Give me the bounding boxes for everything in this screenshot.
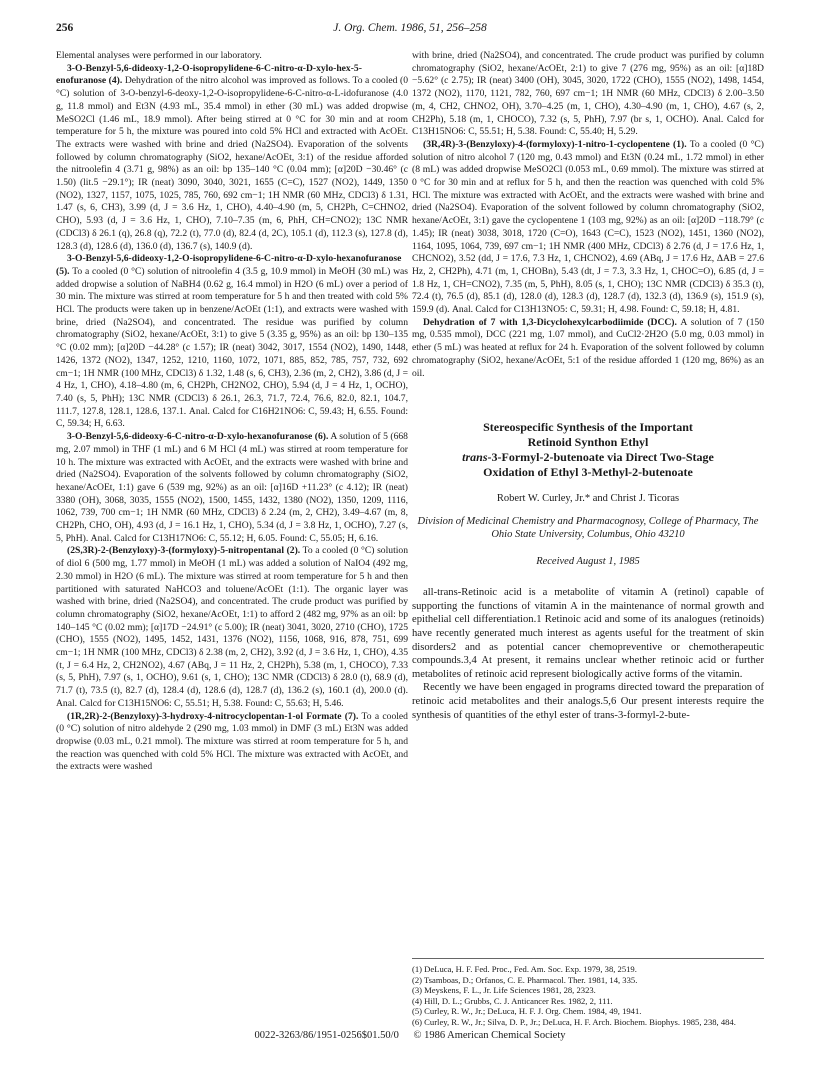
section-continued: with brine, dried (Na2SO4), and concentrated. The crude product was purified by column chromatography (SiO2, hexane/AcOEt, 2:1) to give 7 (276 mg, 95%) as an oil: [α]18D −5.62° (c 2.75); IR (neat) 3400 (OH), 3045, 3020, 1722 (CHO), 1555 (NO2), 1498, 1454, 1372 (NO2), 1170, 1121, 782, 760, 697 cm−1; 1H NMR (60 MHz, CDCl3) δ 2.00–3.50 (m, 4, CH2, CHNO2, OH), 3.70–4.25 (m, 1, CHO), 4.30–4.90 (m, 1, CHO), 4.67 (s, 2, CH2Ph), 5.18 (m, 1, CHOCO), 7.32 (s, 5, PhH), 7.97 (br s, 1, OCHO). Anal. Calcd for C13H15NO6: C, 55.51; H, 5.38. Found: C, 55.40; H, 5.29. (412, 50, 764, 138)
references-list (412, 958, 764, 1028)
section-compound-5 (56, 253, 408, 431)
section-text: To a cooled (0 °C) solution of nitroolefin 4 (3.5 g, 10.9 mmol) in MeOH (30 mL) was added dropwise a solution of NaBH4 (0.62 g, 16.4 mmol) in H2O (6 mL) over a period of 30 min. The mixture was stirred at room temperature for 5 h and then treated with cold 5% HCl. The products were taken up in benzene/AcOEt (1:1), and extracts were washed with brine, dried (Na2SO4), and concentrated. The residue was purified by column chromatography (SiO2, hexane/AcOEt, 3:1) to give 5 (3.35 g, 95%) as an oil: bp 130–135 °C (0.02 mm); [α]20D −44.28° (c 1.57); IR (neat) 3042, 3017, 1554 (NO2), 1490, 1448, 1426, 1372 (NO2), 1347, 1252, 1210, 1160, 1072, 1071, 885, 852, 785, 757, 732, 692 cm−1; 1H NMR (100 MHz, CDCl3) δ 1.32, 1.48 (s, 6, CH3), 2.36 (m, 2, CH2), 3.86 (d, J = 4 Hz, 1, CHO), 4.18–4.80 (m, 6, CH2Ph, CH2NO2, CHO), 5.94 (d, J = 4 Hz, 1, OCHO), 7.40 (s, 5, PhH); 13C NMR (CDCl3) δ 26.1, 26.3, 71.7, 72.4, 76.6, 82.0, 82.1, 104.7, 111.7, 127.8, 128.1, 128.6, 137.1. Anal. Calcd for C16H21NO6: C, 59.43; H, 6.55. Found: C, 59.34; H, 6.63. (56, 265, 408, 430)
running-header (56, 22, 764, 40)
article-received-date: Received August 1, 1985 (536, 556, 640, 568)
article-authors: Robert W. Curley, Jr.* and Christ J. Ticoras (496, 493, 680, 505)
footer-copyright: © 1986 American Chemical Society (413, 1030, 566, 1041)
journal-citation: J. Org. Chem. 1986, 51, 256–258 (333, 22, 487, 34)
section-heading: (1R,2R)-2-(Benzyloxy)-3-hydroxy-4-nitrocyclopentan-1-ol Formate (7). (67, 710, 359, 722)
article-affiliation: Division of Medicinal Chemistry and Pharmacognosy, College of Pharmacy, The Ohio State University, Columbus, Ohio 43210 (417, 516, 759, 541)
page-number: 256 (56, 22, 74, 34)
section-compound-2 (56, 545, 408, 710)
reference-item: (4) Hill, D. L.; Grubbs, C. J. Anticancer Res. 1982, 2, 111. (412, 995, 613, 1006)
article-introduction (412, 586, 764, 722)
page-footer (56, 1030, 764, 1041)
section-dcc (412, 317, 764, 381)
reference-item: (5) Curley, R. W., Jr.; DeLuca, H. F. J. Org. Chem. 1984, 49, 1941. (412, 1006, 642, 1017)
left-column (56, 50, 408, 774)
section-compound-6 (56, 431, 408, 545)
section-text: A solution of 7 (150 mg, 0.535 mmol), DCC (221 mg, 1.07 mmol), and CuCl2·2H2O (5.0 mg, 0.03 mmol) in ether (5 mL) was heated at reflux for 24 h. Evaporation of the solvent followed by column chromatography (SiO2, hexane/AcOEt, 5:1 of the residue afforded 1 (120 mg, 86%) as an oil. (412, 316, 764, 379)
section-heading: 3-O-Benzyl-5,6-dideoxy-6-C-nitro-α-D-xylo-hexanofuranose (6). (67, 431, 329, 443)
section-text: To a cooled (0 °C) solution of nitro alcohol 7 (120 mg, 0.43 mmol) and Et3N (0.24 mL, 1.72 mmol) in ether (8 mL) was added dropwise MeSO2Cl (0.053 mL, 0.69 mmol). The mixture was stirred at 0 °C for 30 min and at reflux for 5 h, and then the reaction was quenched with cold 5% HCl. The mixture was extracted with AcOEt, and the extracts were washed with brine and dried (Na2SO4). Evaporation of the solvent followed by column chromatography (SiO2, hexane/AcOEt, 3:1) gave the cyclopentene 1 (103 mg, 92%) as an oil: [α]20D −118.79° (c 1.45); IR (neat) 3038, 3018, 1720 (C=O), 1643 (C=C), 1523 (NO2), 1451, 1360 (NO2), 1164, 1095, 1064, 739, 697 cm−1; 1H NMR (400 MHz, CDCl3) δ 2.76 (d, J = 17.6 Hz, 1, CHCNO2), 3.52 (dd, J = 17.6, 7.3 Hz, 1, CHCNO2), 4.69 (ABq, J = 17.6 Hz, ΔAB = 27.6 Hz, 2, CH2Ph), 4.71 (m, 1, CHOBn), 5.43 (dt, J = 7.3, 3.3 Hz, 1, CHOC=O), 6.85 (d, J = 1.8 Hz, 1, CH=CNO2), 7.35 (m, 5, PhH), 8.05 (s, 1, CHO); 13C NMR (CDCl3) δ 35.3 (t), 72.4 (t), 76.5 (d), 85.1 (d), 128.0 (d), 128.3 (d), 128.7 (d), 132.3 (d), 136.9 (s), 151.9 (s), 159.9 (d). Anal. Calcd for C13H13NO5: C, 59.31; H, 4.98. Found: C, 59.18; H, 4.81. (412, 138, 764, 316)
intro-paragraph-1: all-trans-Retinoic acid is a metabolite of vitamin A (retinol) capable of supporting the functions of vitamin A in the maintenance of normal growth and epithelial cell differentiation.1 Retinoic acid and some of its analogues (retinoids) have recently generated much interest as agents useful for the treatment of skin disorders2 and as potential cancer chemopreventive or chemotherapeutic compounds.3,4 At present, it remains unclear whether retinoic acid or further metabolites of retinoic acid represent biologically active forms of the vitamin. (412, 587, 764, 680)
reference-item: (1) DeLuca, H. F. Fed. Proc., Fed. Am. Soc. Exp. 1979, 38, 2519. (412, 964, 637, 974)
section-heading: (2S,3R)-2-(Benzyloxy)-3-(formyloxy)-5-nitropentanal (2). (67, 545, 301, 557)
section-compound-1 (412, 139, 764, 317)
footer-code: 0022-3263/86/1951-0256$01.50/0 (254, 1030, 399, 1041)
section-heading: 3-O-Benzyl-5,6-dideoxy-1,2-O-isopropylidene-6-C-nitro-α-D-xylo-hex-5-enofuranose (4). (56, 62, 362, 87)
right-column (412, 50, 764, 722)
section-heading: 3-O-Benzyl-5,6-dideoxy-1,2-O-isopropylidene-6-C-nitro-α-D-xylo-hexanofuranose (5). (56, 253, 402, 277)
article-header (412, 420, 764, 568)
paragraph-elemental: Elemental analyses were performed in our laboratory. (56, 50, 262, 61)
intro-paragraph-2: Recently we have been engaged in programs directed toward the preparation of retinoic acid metabolites and their analogs.5,6 Our present interests require the synthesis of quantities of the ethyl ester of trans-3-formyl-2-bute- (412, 682, 764, 721)
section-text: Dehydration of the nitro alcohol was improved as follows. To a cooled (0 °C) solution of 3-O-benzyl-6-deoxy-1,2-O-isopropylidene-6-C-nitro-α-L-idofuranose (4.0 g, 11.8 mmol) and Et3N (4.93 mL, 35.4 mmol) in ether (30 mL) was added dropwise MeSO2Cl (1.46 mL, 18.9 mmol). After being stirred at 0 °C for 30 min and at room temperature for 5 h, the mixture was poured into cold 5% HCl and extracted with AcOEt. The extracts were washed with brine and dried (Na2SO4). Evaporation of the solvents followed by column chromatography (SiO2, hexane/AcOEt, 3:1) of the residue afforded the nitroolefin 4 (3.71 g, 98%) as an oil: bp 135–140 °C (0.04 mm); [α]20D −30.46° (c 1.50) (lit.5 −29.1°); IR (neat) 3090, 3040, 3021, 1655 (C=C), 1527 (NO2), 1449, 1350 (NO2), 1327, 1157, 1075, 1025, 785, 760, 692 cm−1; 1H NMR (60 MHz, CDCl3) δ 1.31, 1.47 (s, 6, CH3), 3.99 (d, J = 3.6 Hz, 1, CHO), 4.40–4.90 (m, 5, CH2Ph, C=CHNO2, CHO), 5.93 (d, J = 3.6 Hz, 1, CHO), 7.10–7.35 (m, 6, PhH, CH=CNO2); 13C NMR (CDCl3) δ 26.1 (q), 26.8 (q), 72.2 (t), 77.0 (d), 82.4 (d, 2C), 105.1 (d), 112.3 (s), 127.8 (d), 128.3 (d), 128.6 (d), 136.0 (d), 136.7 (s), 140.9 (d). (56, 75, 408, 252)
reference-item: (2) Tsamboas, D.; Orfanos, C. E. Pharmacol. Ther. 1981, 14, 335. (412, 974, 638, 985)
reference-item: (3) Meyskens, F. L., Jr. Life Sciences 1981, 28, 2323. (412, 985, 596, 996)
section-compound-4 (56, 63, 408, 254)
section-compound-7 (56, 711, 408, 775)
reference-item: (6) Curley, R. W., Jr.; Silva, D. P., Jr.; DeLuca, H. F. Arch. Biochem. Biophys. 1985, 238, 484. (412, 1016, 736, 1027)
section-text: A solution of 5 (668 mg, 2.07 mmol) in THF (1 mL) and 6 M HCl (4 mL) was stirred at room temperature for 10 h. The mixture was extracted with AcOEt, and the extracts were washed with brine and dried (Na2SO4). Evaporation of the solvents followed by column chromatography (SiO2, hexane/AcOEt, 1:1) gave 6 (539 mg, 92%) as an oil: [α]16D +11.23° (c 4.12); IR (neat) 3380 (OH), 3068, 3035, 1555 (NO2), 1500, 1455, 1432, 1380 (NO2), 1350, 1209, 1116, 1062, 739, 700 cm−1; 1H NMR (60 MHz, CDCl3) δ 2.24 (m, 2, CH2), 3.49–4.67 (m, 8, CH2Ph, CHO, OH), 4.93 (d, J = 16.1 Hz, 1, CHO), 5.34 (d, J = 3.8 Hz, 1, OCHO), 7.27 (s, 5, PhH). Anal. Calcd for C13H17NO6: C, 55.12; H, 6.05. Found: C, 55.05; H, 6.16. (56, 431, 408, 544)
section-text: To a cooled (0 °C) solution of nitro aldehyde 2 (290 mg, 1.03 mmol) in DMF (3 mL) Et3N was added dropwise (0.03 mL, 0.21 mmol). The mixture was stirred at room temperature for 5 h, and the reaction was quenched with cold 5% HCl. The mixture was extracted with AcOEt, and the extracts were washed (56, 710, 408, 773)
section-text: To a cooled (0 °C) solution of diol 6 (500 mg, 1.77 mmol) in MeOH (1 mL) was added a solution of NaIO4 (492 mg, 2.30 mmol) in H2O (6 mL). The mixture was stirred at room temperature for 5 h and then partitioned with saturated NaHCO3 and toluene/AcOEt (1:1). The organic layer was washed with brine, dried (Na2SO4), and concentrated. The crude product was purified by column chromatography (SiO2, hexane/AcOEt, 1:1) to afford 2 (482 mg, 97% as an oil: bp 140–145 °C (0.02 mm); [α]17D −24.91° (c 5.00); IR (neat) 3041, 3020, 2710 (CHO), 1725 (CHO), 1555 (NO2), 1495, 1452, 1431, 1376 (NO2), 1156, 1068, 916, 878, 751, 699 cm−1; 1H NMR (100 MHz, CDCl3) δ 2.38 (m, 2, CH2), 3.92 (d, J = 3.6 Hz, 1, CHO), 4.35 (t, J = 6.4 Hz, 2, CH2NO2), 4.67 (ABq, J = 11 Hz, 2, CH2Ph), 5.38 (m, 1, CHOCO), 7.33 (s, 5, PhH), 7.97 (s, 1, OCHO), 9.61 (s, 1, CHO); 13C NMR (CDCl3) δ 28.0 (t), 68.9 (d), 71.7 (t), 73.5 (t), 82.7 (d), 128.4 (d), 128.6 (d), 128.7 (d), 136.2 (s), 160.1 (d), 200.0 (d). Anal. Calcd for C13H15NO6: C, 55.51; H, 5.38. Found: C, 55.63; H, 5.46. (56, 545, 408, 709)
section-heading: Dehydration of 7 with 1,3-Dicyclohexylcarbodiimide (DCC). (423, 316, 677, 328)
article-title: Stereospecific Synthesis of the Important Retinoid Synthon Ethyl trans-3-Formyl-2-butenoate via Direct Two-Stage Oxidation of Ethyl 3-Methyl-2-butenoate (462, 420, 714, 480)
section-heading: (3R,4R)-3-(Benzyloxy)-4-(formyloxy)-1-nitro-1-cyclopentene (1). (423, 138, 687, 150)
